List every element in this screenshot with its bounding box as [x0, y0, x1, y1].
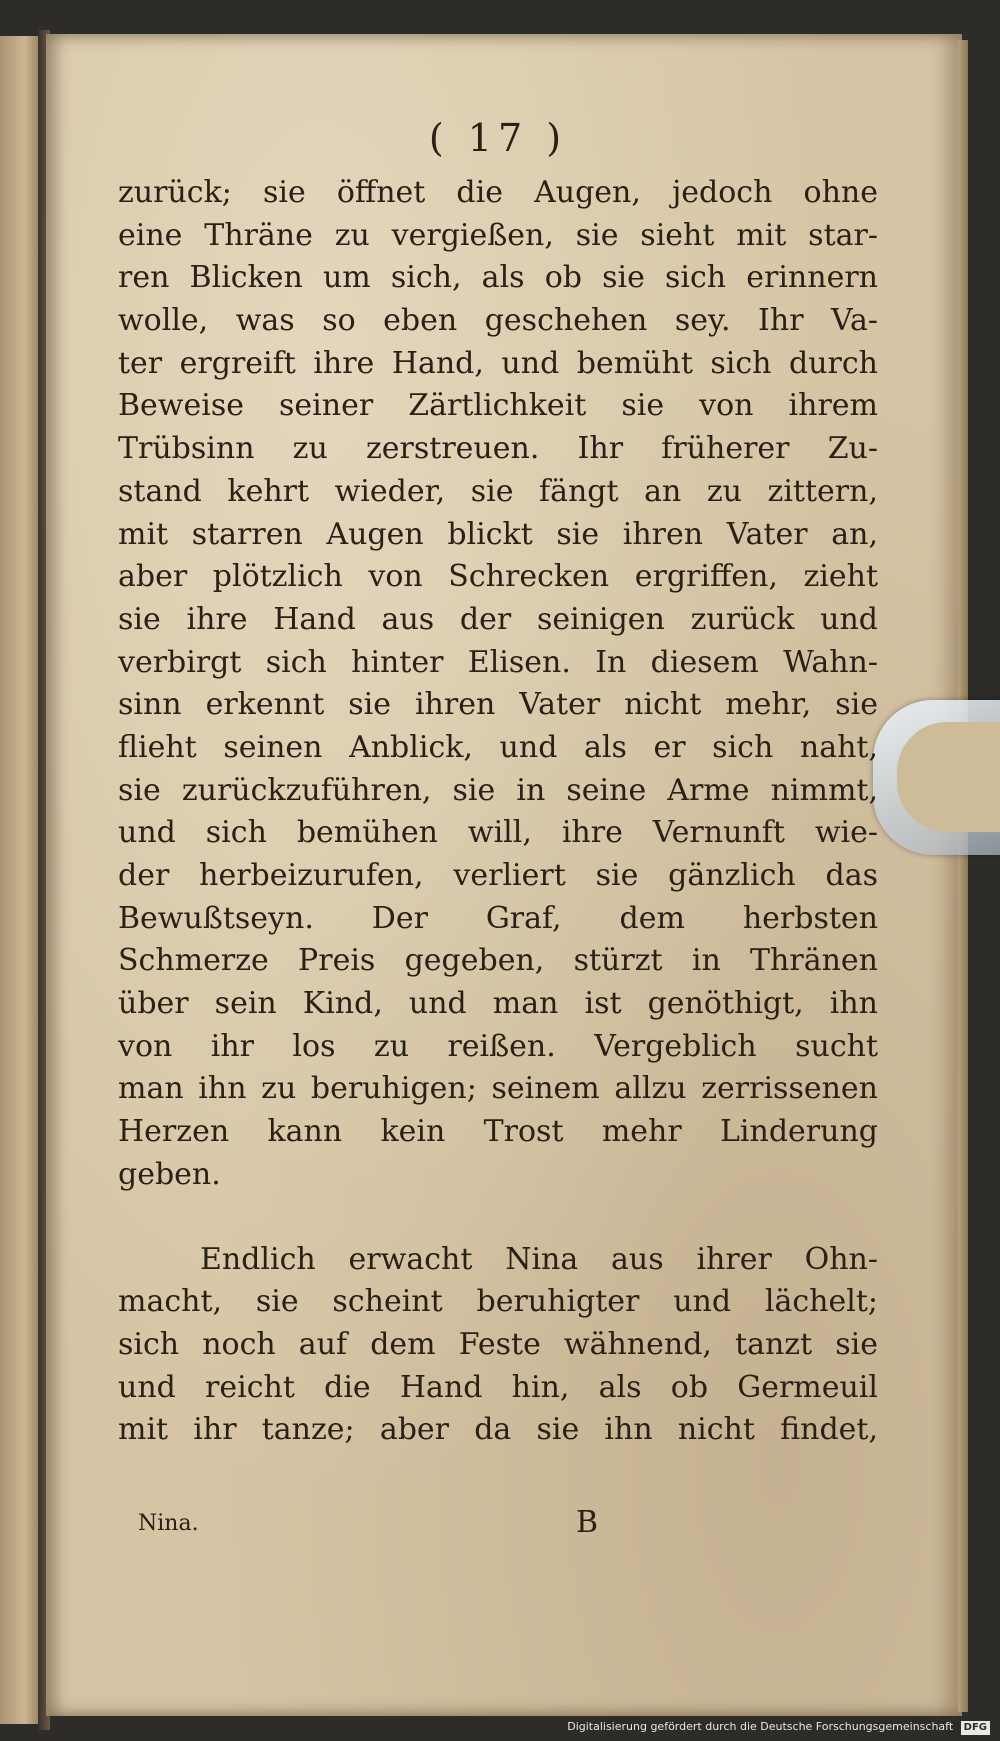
text-line: macht, sie scheint beruhigter und lächelt; [118, 1284, 878, 1320]
dfg-logo: DFG [961, 1721, 990, 1735]
text-line: geben. [118, 1156, 221, 1192]
text-line: ter ergreift ihre Hand, und bemüht sich durch [118, 345, 878, 381]
page-text [118, 110, 878, 1452]
text-line: sie ihre Hand aus der seinigen zurück und [118, 601, 878, 637]
text-line: man ihn zu beruhigen; seinem allzu zerrissenen [118, 1071, 878, 1107]
text-line: sich noch auf dem Feste wähnend, tanzt sie [118, 1326, 878, 1362]
text-line: Bewußtseyn. Der Graf, dem herbsten [118, 900, 878, 936]
page-number-header: ( 17 ) [428, 116, 568, 160]
signature-mark: B [576, 1505, 599, 1540]
text-line: Beweise seiner Zärtlichkeit sie von ihrem [118, 388, 878, 424]
text-line: wolle, was so eben geschehen sey. Ihr Va- [118, 303, 878, 339]
text-line: und sich bemühen will, ihre Vernunft wie- [118, 815, 878, 851]
text-line: der herbeizurufen, verliert sie gänzlich das [118, 858, 878, 893]
page-footer [118, 1505, 878, 1545]
credit-text: Digitalisierung gefördert durch die Deutsche Forschungsgemeinschaft [567, 1720, 954, 1733]
page-edge [958, 40, 968, 1712]
text-line: eine Thräne zu vergießen, sie sieht mit star- [118, 217, 878, 253]
text-line: stand kehrt wieder, sie fängt an zu zittern, [118, 473, 878, 509]
text-line: Endlich erwacht Nina aus ihrer Ohn- [200, 1241, 878, 1277]
text-line: sie zurückzuführen, sie in seine Arme nimmt, [118, 772, 878, 808]
text-line: aber plötzlich von Schrecken ergriffen, zieht [118, 559, 878, 595]
text-line: zurück; sie öffnet die Augen, jedoch ohne [118, 175, 878, 210]
signature-title: Nina. [138, 1511, 199, 1536]
text-line: verbirgt sich hinter Elisen. In diesem Wahn- [118, 644, 878, 680]
text-line: über sein Kind, und man ist genöthigt, ihn [118, 986, 878, 1022]
digitization-credit [567, 1718, 990, 1736]
text-line: flieht seinen Anblick, und als er sich naht, [118, 729, 878, 765]
paragraph-1 [118, 172, 878, 1197]
text-line: mit starren Augen blickt sie ihren Vater an, [118, 516, 878, 552]
text-line: mit ihr tanze; aber da sie ihn nicht findet, [118, 1412, 878, 1448]
page-clip-inner [897, 722, 1000, 832]
text-line: von ihr los zu reißen. Vergeblich sucht [118, 1028, 878, 1064]
text-line: und reicht die Hand hin, als ob Germeuil [118, 1369, 878, 1405]
text-line: ren Blicken um sich, als ob sie sich erinnern [118, 260, 878, 296]
text-line: Herzen kann kein Trost mehr Linderung [118, 1114, 878, 1150]
paragraph-2 [118, 1239, 878, 1452]
text-line: Trübsinn zu zerstreuen. Ihr früherer Zu- [118, 431, 878, 467]
text-line: Schmerze Preis gegeben, stürzt in Thränen [118, 943, 878, 979]
text-line: sinn erkennt sie ihren Vater nicht mehr, sie [118, 687, 878, 723]
paragraph-gap [118, 1197, 878, 1239]
